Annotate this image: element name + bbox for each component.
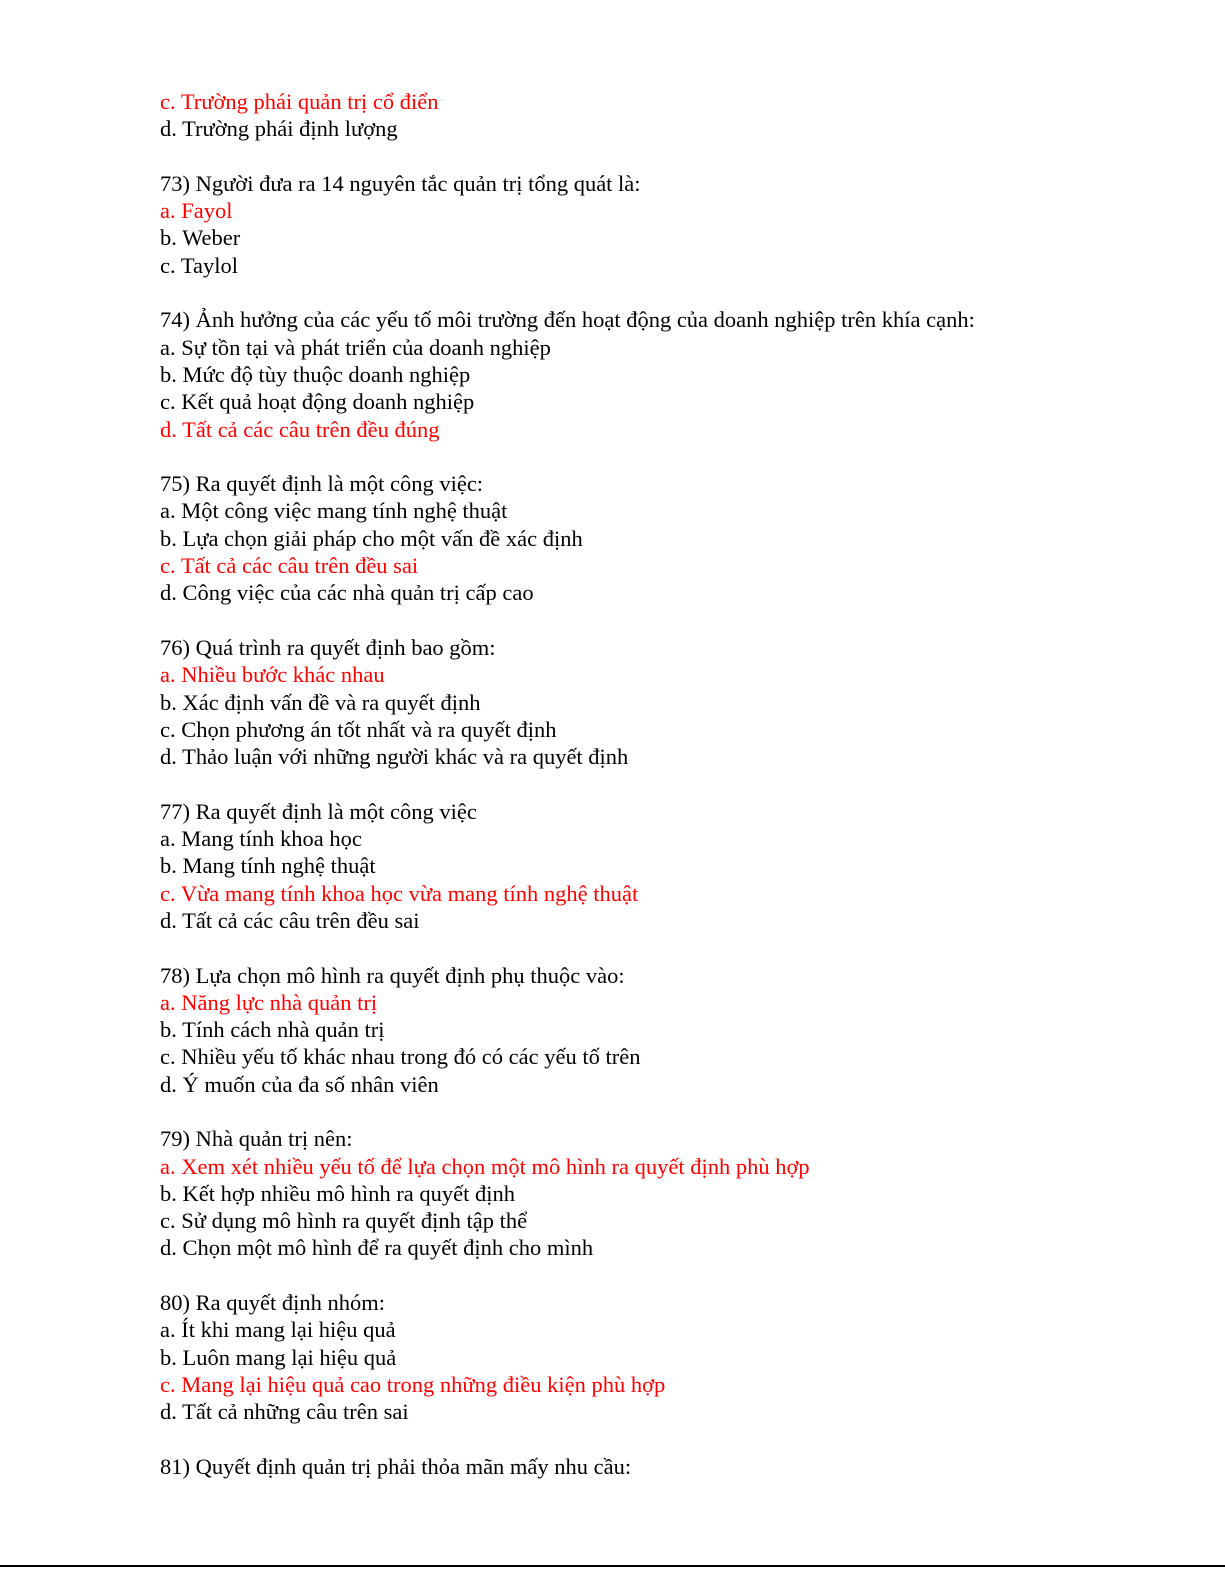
- text-line: b. Mang tính nghệ thuật: [160, 853, 376, 879]
- text-line: 74) Ảnh hưởng của các yếu tố môi trường đến hoạt động của doanh nghiệp trên khía cạnh:: [160, 307, 975, 333]
- text-line: b. Kết hợp nhiều mô hình ra quyết định: [160, 1180, 515, 1206]
- text-line: c. Kết quả hoạt động doanh nghiệp: [160, 389, 475, 415]
- answer-line-correct: a. Nhiều bước khác nhau: [160, 662, 385, 688]
- text-line: b. Weber: [160, 225, 241, 251]
- text-line: c. Nhiều yếu tố khác nhau trong đó có các yếu tố trên: [160, 1044, 641, 1070]
- text-line: a. Sự tồn tại và phát triển của doanh nghiệp: [160, 334, 551, 360]
- text-line: d. Tất cả các câu trên đều sai: [160, 907, 420, 933]
- answer-line-correct: d. Tất cả các câu trên đều đúng: [160, 416, 440, 442]
- answer-line-correct: a. Fayol: [160, 198, 233, 224]
- blank-line: [160, 1426, 1160, 1453]
- text-line: 77) Ra quyết định là một công việc: [160, 798, 477, 824]
- document-page: [160, 88, 1160, 1480]
- text-line: d. Công việc của các nhà quản trị cấp cao: [160, 580, 534, 606]
- text-line: b. Mức độ tùy thuộc doanh nghiệp: [160, 361, 471, 387]
- text-line: d. Thảo luận với những người khác và ra quyết định: [160, 744, 629, 770]
- answer-line-correct: c. Tất cả các câu trên đều sai: [160, 553, 419, 579]
- text-line: a. Một công việc mang tính nghệ thuật: [160, 498, 508, 524]
- blank-line: [160, 607, 1160, 634]
- answer-line-correct: c. Trường phái quản trị cổ điển: [160, 89, 439, 114]
- text-line: 75) Ra quyết định là một công việc:: [160, 471, 484, 497]
- text-line: b. Tính cách nhà quản trị: [160, 1017, 385, 1043]
- text-line: 78) Lựa chọn mô hình ra quyết định phụ thuộc vào:: [160, 962, 625, 988]
- text-line: c. Chọn phương án tốt nhất và ra quyết định: [160, 716, 557, 742]
- answer-line-correct: a. Năng lực nhà quản trị: [160, 989, 378, 1015]
- text-line: b. Lựa chọn giải pháp cho một vấn đề xác định: [160, 525, 583, 551]
- page-bottom-rule: [0, 1565, 1225, 1567]
- text-line: 73) Người đưa ra 14 nguyên tắc quản trị tổng quát là:: [160, 170, 641, 196]
- blank-line: [160, 279, 1160, 306]
- blank-line: [160, 1262, 1160, 1289]
- answer-line-correct: a. Xem xét nhiều yếu tố để lựa chọn một mô hình ra quyết định phù hợp: [160, 1153, 810, 1179]
- blank-line: [160, 143, 1160, 170]
- text-line: a. Mang tính khoa học: [160, 826, 362, 852]
- text-line: c. Sử dụng mô hình ra quyết định tập thể: [160, 1208, 528, 1234]
- text-line: d. Tất cả những câu trên sai: [160, 1399, 409, 1425]
- text-line: d. Trường phái định lượng: [160, 116, 398, 142]
- blank-line: [160, 1098, 1160, 1125]
- text-line: a. Ít khi mang lại hiệu quả: [160, 1317, 396, 1343]
- text-line: 81) Quyết định quản trị phải thỏa mãn mấy nhu cầu:: [160, 1453, 632, 1479]
- answer-line-correct: c. Vừa mang tính khoa học vừa mang tính nghệ thuật: [160, 880, 639, 906]
- text-line: 80) Ra quyết định nhóm:: [160, 1290, 385, 1316]
- text-line: d. Chọn một mô hình để ra quyết định cho mình: [160, 1235, 594, 1261]
- text-line: 76) Quá trình ra quyết định bao gồm:: [160, 634, 496, 660]
- blank-line: [160, 770, 1160, 797]
- text-line: 79) Nhà quản trị nên:: [160, 1126, 353, 1152]
- text-line: d. Ý muốn của đa số nhân viên: [160, 1071, 439, 1097]
- blank-line: [160, 934, 1160, 961]
- text-line: c. Taylol: [160, 252, 238, 278]
- text-line: b. Luôn mang lại hiệu quả: [160, 1344, 397, 1370]
- answer-line-correct: c. Mang lại hiệu quả cao trong những điều kiện phù hợp: [160, 1371, 666, 1397]
- text-line: b. Xác định vấn đề và ra quyết định: [160, 689, 481, 715]
- blank-line: [160, 443, 1160, 470]
